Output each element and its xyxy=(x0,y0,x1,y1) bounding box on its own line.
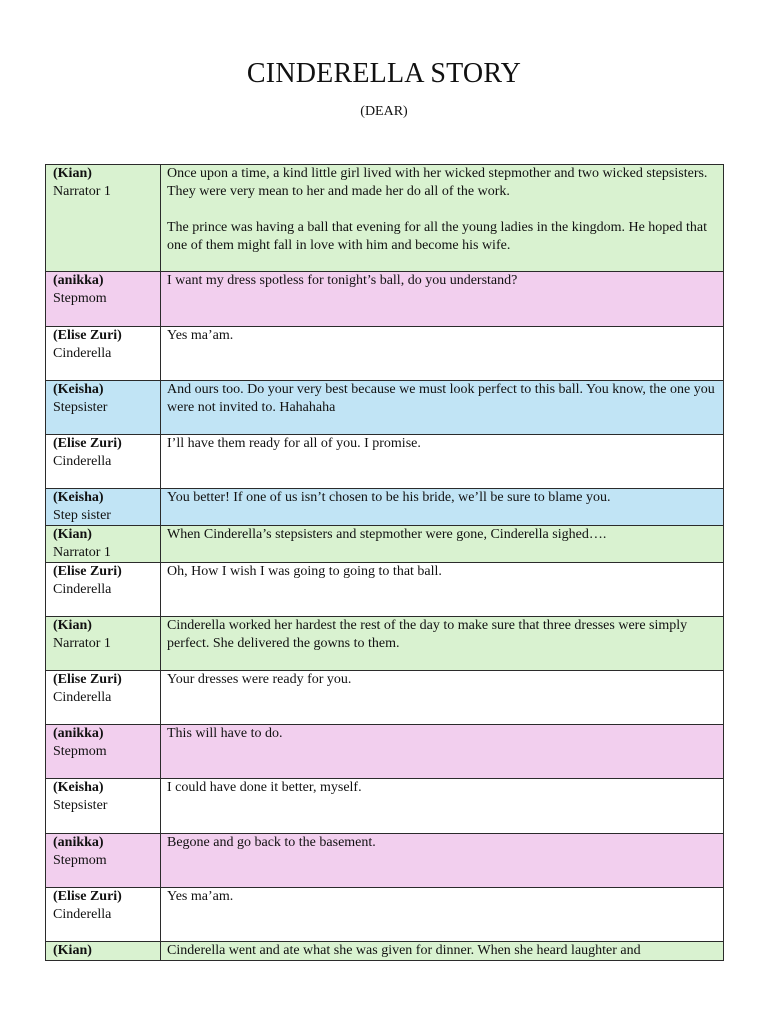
role-cell xyxy=(46,563,161,617)
character-name: Cinderella xyxy=(53,582,112,597)
script-row xyxy=(46,888,724,942)
role-cell xyxy=(46,526,161,563)
dialogue-cell xyxy=(161,617,724,671)
document-subtitle: (DEAR) xyxy=(360,104,408,119)
role-cell xyxy=(46,725,161,779)
actor-name: (Keisha) xyxy=(53,780,104,795)
dialogue-cell xyxy=(161,725,724,779)
script-row xyxy=(46,671,724,725)
actor-name: (anikka) xyxy=(53,835,104,850)
dialogue-cell xyxy=(161,834,724,888)
dialogue-line: Once upon a time, a kind little girl lived with her wicked stepmother and two wicked stepsisters. They were very mean to her and made her do all of the work. xyxy=(167,166,708,199)
dialogue-line: And ours too. Do your very best because we must look perfect to this ball. You know, the one you were not invited to. Hahahaha xyxy=(167,382,715,415)
character-name: Cinderella xyxy=(53,346,112,361)
script-row xyxy=(46,834,724,888)
actor-name: (Kian) xyxy=(53,618,92,633)
role-cell xyxy=(46,327,161,381)
dialogue-cell xyxy=(161,435,724,489)
script-row xyxy=(46,327,724,381)
role-cell xyxy=(46,489,161,526)
actor-name: (Keisha) xyxy=(53,490,104,505)
character-name: Cinderella xyxy=(53,454,112,469)
script-row xyxy=(46,489,724,526)
character-name: Narrator 1 xyxy=(53,545,111,560)
character-name: Step sister xyxy=(53,508,111,523)
script-table-body xyxy=(46,165,724,961)
character-name: Stepmom xyxy=(53,853,107,868)
dialogue-line: The prince was having a ball that evening for all the young ladies in the kingdom. He hoped that one of them might fall in love with him and become his wife. xyxy=(167,220,708,253)
script-row xyxy=(46,435,724,489)
role-cell xyxy=(46,381,161,435)
dialogue-line: Yes ma’am. xyxy=(167,328,234,343)
dialogue-cell xyxy=(161,779,724,834)
character-name: Stepmom xyxy=(53,744,107,759)
dialogue-line: You better! If one of us isn’t chosen to be his bride, we’ll be sure to blame you. xyxy=(167,490,611,505)
script-row xyxy=(46,779,724,834)
script-row xyxy=(46,526,724,563)
script-row xyxy=(46,563,724,617)
character-name: Cinderella xyxy=(53,690,112,705)
character-name: Stepmom xyxy=(53,291,107,306)
dialogue-cell xyxy=(161,563,724,617)
dialogue-line: Cinderella worked her hardest the rest of the day to make sure that three dresses were simply perfect. She delivered the gowns to them. xyxy=(167,618,688,651)
dialogue-cell xyxy=(161,888,724,942)
role-cell xyxy=(46,165,161,272)
role-cell xyxy=(46,834,161,888)
dialogue-line: Your dresses were ready for you. xyxy=(167,672,352,687)
document-title: CINDERELLA STORY xyxy=(246,58,522,89)
role-cell xyxy=(46,779,161,834)
script-row xyxy=(46,165,724,272)
actor-name: (Kian) xyxy=(53,527,92,542)
character-name: Narrator 1 xyxy=(53,636,111,651)
actor-name: (Kian) xyxy=(53,943,92,958)
script-row xyxy=(46,617,724,671)
dialogue-cell xyxy=(161,526,724,563)
dialogue-cell xyxy=(161,942,724,961)
dialogue-line: When Cinderella’s stepsisters and stepmother were gone, Cinderella sighed…. xyxy=(167,527,607,542)
dialogue-line: Yes ma’am. xyxy=(167,889,234,904)
actor-name: (Kian) xyxy=(53,166,92,181)
dialogue-cell xyxy=(161,489,724,526)
dialogue-line: Cinderella went and ate what she was given for dinner. When she heard laughter and xyxy=(167,943,641,958)
role-cell xyxy=(46,671,161,725)
dialogue-line: I’ll have them ready for all of you. I promise. xyxy=(167,436,421,451)
dialogue-line: This will have to do. xyxy=(167,726,283,741)
role-cell xyxy=(46,888,161,942)
character-name: Stepsister xyxy=(53,798,108,813)
role-cell xyxy=(46,617,161,671)
character-name: Cinderella xyxy=(53,907,112,922)
dialogue-cell xyxy=(161,381,724,435)
actor-name: (Elise Zuri) xyxy=(53,328,122,343)
role-cell xyxy=(46,942,161,961)
dialogue-cell xyxy=(161,272,724,327)
dialogue-cell xyxy=(161,165,724,272)
actor-name: (anikka) xyxy=(53,726,104,741)
script-row xyxy=(46,272,724,327)
script-row xyxy=(46,942,724,961)
character-name: Narrator 1 xyxy=(53,184,111,199)
actor-name: (Keisha) xyxy=(53,382,104,397)
actor-name: (Elise Zuri) xyxy=(53,564,122,579)
actor-name: (anikka) xyxy=(53,273,104,288)
role-cell xyxy=(46,272,161,327)
dialogue-line: Oh, How I wish I was going to going to that ball. xyxy=(167,564,442,579)
dialogue-cell xyxy=(161,327,724,381)
actor-name: (Elise Zuri) xyxy=(53,889,122,904)
actor-name: (Elise Zuri) xyxy=(53,436,122,451)
actor-name: (Elise Zuri) xyxy=(53,672,122,687)
script-row xyxy=(46,725,724,779)
script-table xyxy=(45,164,724,961)
character-name: Stepsister xyxy=(53,400,108,415)
dialogue-line: I want my dress spotless for tonight’s ball, do you understand? xyxy=(167,273,518,288)
dialogue-cell xyxy=(161,671,724,725)
script-row xyxy=(46,381,724,435)
dialogue-line: Begone and go back to the basement. xyxy=(167,835,376,850)
role-cell xyxy=(46,435,161,489)
dialogue-line: I could have done it better, myself. xyxy=(167,780,362,795)
